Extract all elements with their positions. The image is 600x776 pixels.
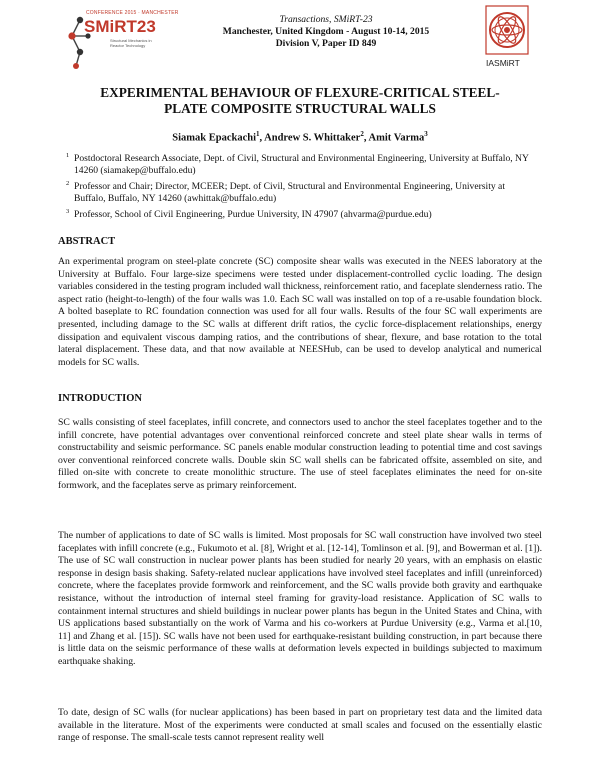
abstract-text: An experimental program on steel-plate concrete (SC) composite shear walls was executed in the NEES laboratory at the University at Buffalo. Four large-size specimens were tested under displacement-controlled cyclic loading. The design variables considered in the testing program included wall thickness, reinforcement ratio, and faceplate slenderness ratio. The aspect ratio (height-to-length) of the four walls was 1.0. Each SC wall was installed on top of a re-usable foundation block. A bolted baseplate to RC foundation connection was used for all four walls. Results of the four SC wall experiments are presented, including damage to the SC walls at different drift ratios, the cyclic force-displacement relationships, energy dissipation and equivalent viscous damping ratios, and the contributions of shear, flexure, and base rotation to the total lateral displacement. These data, and that now available at NEESHub, can be used to develop analytical and numerical models for SC walls. bbox=[58, 256, 542, 368]
atom-seal-icon bbox=[484, 4, 530, 56]
author-name: Siamak Epackachi bbox=[172, 132, 256, 144]
affiliation-sup: 2 bbox=[66, 180, 70, 187]
iasmirt-logo bbox=[484, 4, 532, 70]
paper-title bbox=[70, 85, 530, 117]
affiliations bbox=[66, 153, 538, 225]
intro-paragraph: SC walls consisting of steel faceplates, infill concrete, and connectors used to anchor the steel faceplates together and to the infill concrete, have potential advantages over conventional reinforced concrete and steel plate shear walls in terms of constructability and seismic performance. SC panels enable modular construction leading to potential time and cost savings over conventional reinforced concrete walls. Double skin SC wall shells can be fabricated offsite, assembled on site, and filled on-site with concrete to create monolithic structure. The use of steel faceplates eliminates the need for on-site formwork, and the faceplates serve as primary reinforcement. bbox=[58, 417, 542, 491]
introduction-heading: INTRODUCTION bbox=[58, 393, 143, 404]
affiliation-sup: 3 bbox=[66, 208, 70, 215]
author-sup: 1 bbox=[256, 130, 260, 138]
intro-paragraph: The number of applications to date of SC walls is limited. Most proposals for SC wall construction have involved two steel faceplates with infill concrete (e.g., Fukumoto et al. [8], Wright et al. [12-14], Tomlinson et al. [9], and Bowerman et al. [1]). The use of SC wall construction in nuclear power plants has been studied for nearly 20 years, with an emphasis on elastic response in design basis shaking. Safety-related nuclear applications have involved steel faceplates and infill (unreinforced) concrete, where the faceplates provide formwork and reinforcement, and the SC walls provide both gravity and earthquake resistance, without the introduction of internal steel framing for gravity-load resistance. Application of SC walls to containment internal structures and shield buildings in nuclear power plants has begun in the United States and China, with US applications based substantially on the work of Varma and his co-workers at Purdue University (e.g., Varma et al.[10, 11] and Zhang et al. [15]). SC walls have not been used for earthquake-resistant building construction, in part because there is little data on the seismic performance of these walls at deformation levels expected in buildings subjected to maximum earthquake shaking. bbox=[58, 530, 542, 667]
venue-line: Manchester, United Kingdom - August 10-14, 2015 bbox=[222, 26, 430, 37]
paper-id-line: Division V, Paper ID 849 bbox=[275, 38, 377, 49]
intro-paragraph: To date, design of SC walls (for nuclear applications) has been based in part on proprietary test data and the limited data available in the literature. Most of the experiments were conducted at small scales and focused on the essentially elastic range of response. The small-scale tests cannot represent reality well bbox=[58, 707, 542, 744]
affiliation-text: Postdoctoral Research Associate, Dept. of Civil, Structural and Environmental Engineering, University at Buffalo, NY 14260 (siamakep@buffalo.edu) bbox=[74, 153, 529, 176]
author-name: Amit Varma bbox=[368, 132, 425, 144]
title-line-2: PLATE COMPOSITE STRUCTURAL WALLS bbox=[164, 101, 436, 116]
author-list: Siamak Epackachi$^1$, Andrew S. Whittaker$^2$, Amit Varma$^3$ bbox=[172, 130, 428, 144]
logo-name: SMiRT23 bbox=[84, 17, 156, 36]
smirt23-logo bbox=[66, 8, 179, 70]
affiliation-text: Professor and Chair; Director, MCEER; Dept. of Civil, Structural and Environmental Engineering, University at Buffalo, Buffalo, NY 14260 (awhittak@buffalo.edu) bbox=[74, 181, 505, 204]
abstract-heading: ABSTRACT bbox=[58, 236, 116, 247]
logo-banner: CONFERENCE 2015 · MANCHESTER bbox=[86, 10, 179, 16]
transactions-line: Transactions, SMiRT-23 bbox=[279, 14, 373, 25]
title-line-1: EXPERIMENTAL BEHAVIOUR OF FLEXURE-CRITICAL STEEL- bbox=[100, 85, 500, 100]
author-sup: 3 bbox=[424, 130, 428, 138]
affiliation bbox=[66, 209, 538, 221]
affiliation bbox=[66, 181, 538, 205]
author-sup: 2 bbox=[360, 130, 364, 138]
author-name: Andrew S. Whittaker bbox=[264, 132, 361, 144]
logo-subtitle: Structural Mechanics in Reactor Technology bbox=[110, 38, 152, 48]
logo-name: IASMiRT bbox=[486, 58, 520, 68]
affiliation-sup: 1 bbox=[66, 152, 70, 159]
affiliation bbox=[66, 153, 538, 177]
affiliation-text: Professor, School of Civil Engineering, Purdue University, IN 47907 (ahvarma@purdue.edu) bbox=[74, 209, 432, 220]
